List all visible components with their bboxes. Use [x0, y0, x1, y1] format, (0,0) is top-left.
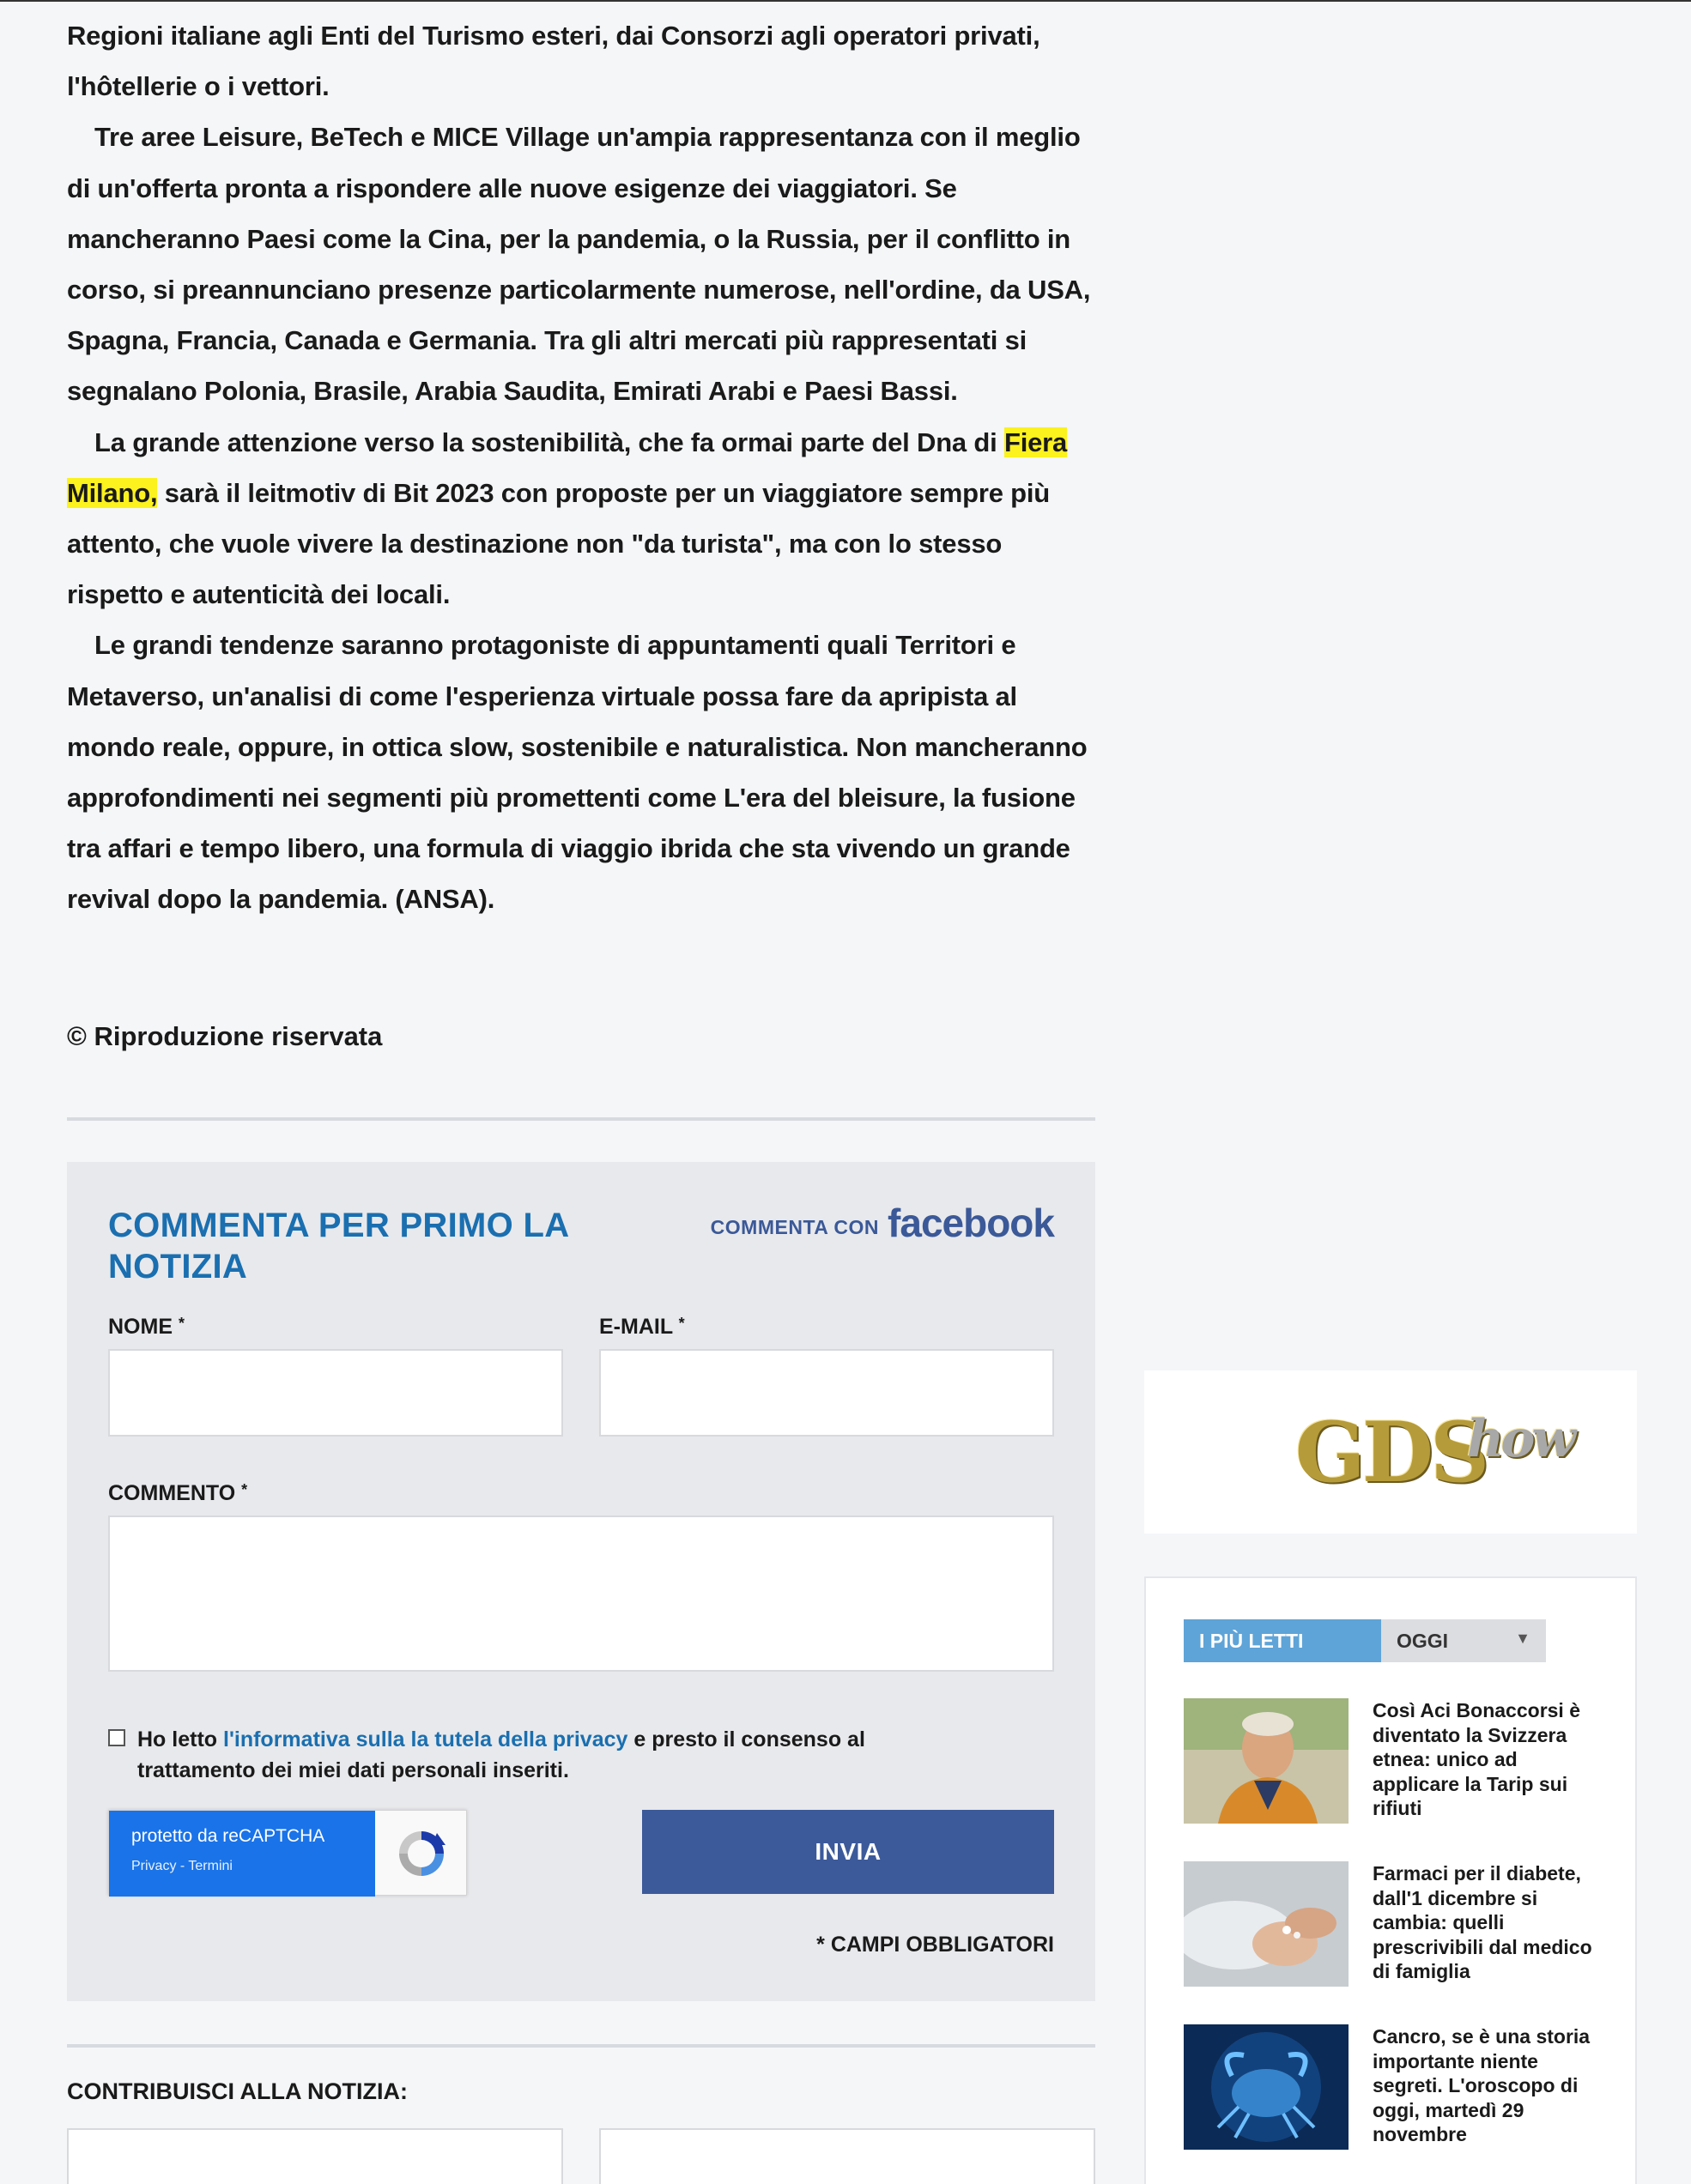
- comment-form-title: COMMENTA PER PRIMO LA NOTIZIA: [108, 1207, 568, 1286]
- gds-show-banner[interactable]: [1144, 1370, 1637, 1534]
- recaptcha-links[interactable]: Privacy - Termini: [131, 1859, 233, 1873]
- required-mark: *: [241, 1481, 248, 1498]
- most-read-item-title: Farmaci per il diabete, dall'1 dicembre si cambia: quelli prescrivibili dal medico di famiglia: [1373, 1862, 1592, 1982]
- required-mark: *: [178, 1315, 185, 1332]
- article-thumbnail: [1184, 2024, 1349, 2150]
- required-fields-note: * CAMPI OBBLIGATORI: [816, 1933, 1054, 1957]
- page: [7, 2, 1691, 2184]
- facebook-comment-button[interactable]: [711, 1200, 1054, 1246]
- divider: [67, 2044, 1095, 2048]
- recaptcha-icon: [394, 1826, 449, 1881]
- recaptcha-label: protetto da reCAPTCHA: [131, 1826, 325, 1846]
- divider: [67, 1117, 1095, 1121]
- article-paragraph: [67, 417, 1101, 620]
- submit-button[interactable]: INVIA: [642, 1810, 1054, 1894]
- article-paragraph: [67, 620, 1101, 924]
- privacy-prefix: Ho letto: [137, 1727, 218, 1751]
- comment-textarea[interactable]: [108, 1515, 1054, 1672]
- article-thumbnail: [1184, 1861, 1349, 1987]
- comment-form: [67, 1162, 1095, 2001]
- contribute-title: CONTRIBUISCI ALLA NOTIZIA:: [67, 2078, 408, 2104]
- chevron-down-icon: ▼: [1515, 1630, 1530, 1647]
- paragraph-text: Tre aree Leisure, BeTech e MICE Village un'ampia rappresentanza con il meglio di un'offerta pronta a rispondere alle nuove esigenze dei viaggiatori. Se mancheranno Paesi come la Cina, per la pandemia, o la Russia, per il conflitto in corso, si preannunciano presenze particolarmente numerose, nell'ordine, da USA, Spagna, Francia, Canada e Germania. Tra gli altri mercati più rappresentati si segnalano Polonia, Brasile, Arabia Saudita, Emirati Arabi e Paesi Bassi.: [67, 122, 1091, 407]
- name-label-text: NOME: [108, 1315, 173, 1339]
- most-read-widget: [1144, 1576, 1637, 2184]
- paragraph-text: Le grandi tendenze saranno protagoniste di appuntamenti quali Territori e Metaverso, un'analisi di come l'esperienza virtuale possa fare da apripista al mondo reale, oppure, in ottica slow, sostenibile e naturalistica. Non mancheranno approfondimenti nei segmenti più promettenti come L'era del bleisure, la fusione tra affari e tempo libero, una formula di viaggio ibrida che sta vivendo un grande revival dopo la pandemia. (ANSA).: [67, 630, 1088, 915]
- period-select[interactable]: [1381, 1619, 1546, 1662]
- privacy-suffix: e presto il consenso al trattamento dei miei dati personali inseriti.: [137, 1727, 865, 1782]
- most-read-item-title: Così Aci Bonaccorsi è diventato la Svizzera etnea: unico ad applicare la Tarip sui rifiuti: [1373, 1699, 1581, 1819]
- required-mark: *: [678, 1315, 685, 1332]
- article-thumbnail: [1184, 1698, 1349, 1824]
- article-paragraph: [67, 10, 1101, 112]
- article-paragraph: [67, 112, 1101, 416]
- recaptcha-badge[interactable]: [108, 1810, 467, 1896]
- gds-logo-script: how: [1466, 1408, 1573, 1469]
- gds-logo-main: GDS: [1294, 1403, 1487, 1501]
- most-read-tabs: [1184, 1619, 1546, 1662]
- facebook-comment-prefix: COMMENTA CON: [710, 1216, 880, 1238]
- paragraph-text: La grande attenzione verso la sostenibilità, che fa ormai parte del Dna di: [94, 427, 1004, 457]
- privacy-policy-link[interactable]: l'informativa sulla la tutela della privacy: [223, 1727, 628, 1751]
- privacy-checkbox[interactable]: [108, 1729, 125, 1746]
- contribute-field-right[interactable]: [599, 2128, 1095, 2184]
- email-label: [599, 1315, 685, 1340]
- email-field[interactable]: [599, 1349, 1054, 1437]
- privacy-consent: [108, 1724, 881, 1786]
- contribute-field-left[interactable]: [67, 2128, 563, 2184]
- most-read-item-title: Cancro, se è una storia importante niente segreti. L'oroscopo di oggi, martedì 29 novembre: [1373, 2025, 1591, 2145]
- main-column: [67, 2, 1101, 2104]
- privacy-text: [137, 1724, 881, 1786]
- paragraph-text: sarà il leitmotiv di Bit 2023 con proposte per un viaggiatore sempre più attento, che vuole vivere la destinazione non "da turista", ma con lo stesso rispetto e autenticità dei locali.: [67, 477, 1051, 610]
- period-select-value: OGGI: [1397, 1629, 1449, 1652]
- paragraph-text: Regioni italiane agli Enti del Turismo esteri, dai Consorzi agli operatori privati, l'hôtellerie o i vettori.: [67, 21, 1040, 102]
- name-label: [108, 1315, 185, 1340]
- comment-label-text: COMMENTO: [108, 1481, 236, 1505]
- article-body: [67, 10, 1101, 925]
- most-read-item[interactable]: [1184, 1698, 1613, 1824]
- recaptcha-label-area: [109, 1811, 375, 1897]
- most-read-item[interactable]: [1184, 1861, 1613, 1987]
- tab-most-read[interactable]: I PIÙ LETTI: [1184, 1619, 1381, 1662]
- name-field[interactable]: [108, 1349, 563, 1437]
- copyright-notice: © Riproduzione riservata: [67, 1021, 383, 1051]
- facebook-logo-icon: facebook: [888, 1201, 1054, 1245]
- gds-logo: [1294, 1403, 1573, 1501]
- email-label-text: E-MAIL: [599, 1315, 673, 1339]
- comment-label: [108, 1481, 247, 1506]
- highlighted-keyword-link[interactable]: Fiera Milano,: [67, 427, 1068, 508]
- most-read-item[interactable]: [1184, 2024, 1613, 2150]
